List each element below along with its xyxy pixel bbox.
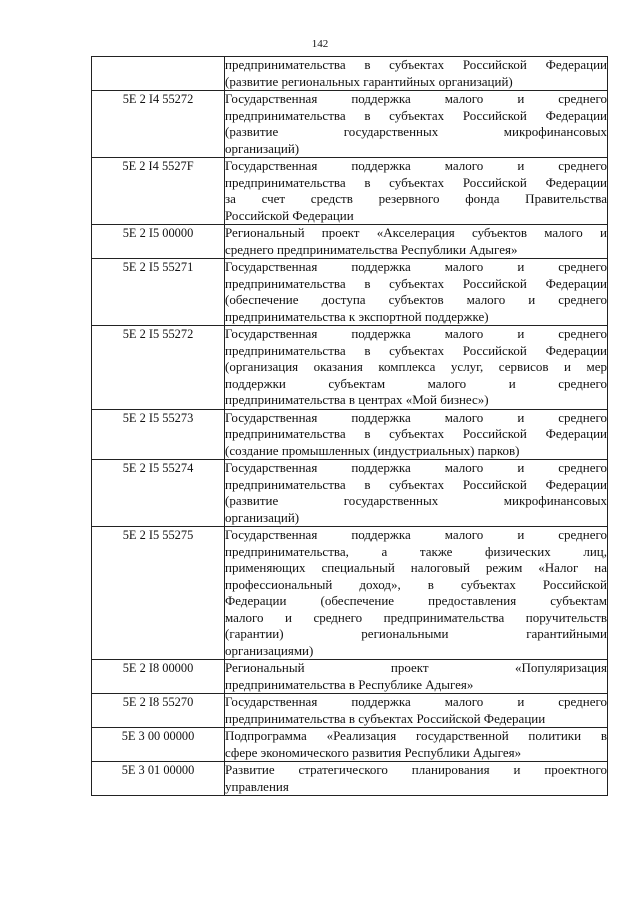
table-row	[92, 158, 608, 225]
classification-code	[92, 57, 225, 91]
expense-description	[225, 527, 608, 660]
description-line: профессиональный доход», в субъектах Российской	[225, 576, 607, 592]
classification-code: 5E 2 I5 55272	[92, 326, 225, 410]
table-row	[92, 326, 608, 410]
description-line: Государственная поддержка малого и среднего	[225, 409, 607, 425]
description-line: (создание промышленных (индустриальных) парков)	[225, 442, 520, 458]
table-row	[92, 527, 608, 660]
description-line: (гарантии) региональными гарантийными	[225, 626, 607, 641]
description-line: предпринимательства в Республике Адыгея»	[225, 676, 474, 692]
expense-description	[225, 225, 608, 259]
description-line: применяющих специальный налоговый режим «Налог на	[225, 560, 607, 575]
description-line: Развитие стратегического планирования и проектного	[225, 762, 607, 777]
description-line: Государственная поддержка малого и среднего	[225, 158, 607, 173]
table-body	[92, 57, 608, 796]
expense-description	[225, 158, 608, 225]
description-line: Российской Федерации	[225, 207, 354, 223]
budget-classification-table	[91, 56, 608, 796]
table-row	[92, 762, 608, 796]
classification-code: 5E 2 I5 55274	[92, 460, 225, 527]
expense-description	[225, 326, 608, 410]
description-line: Региональный проект «Акселерация субъектов малого и	[225, 225, 607, 240]
table-row	[92, 409, 608, 460]
description-line: (развитие государственных микрофинансовых	[225, 493, 607, 508]
description-line: среднего предпринимательства Республики Адыгея»	[225, 241, 518, 257]
description-line: предпринимательства в субъектах Российской Федерации	[225, 426, 607, 441]
table-row	[92, 460, 608, 527]
classification-code: 5E 2 I8 00000	[92, 660, 225, 694]
table-row	[92, 660, 608, 694]
classification-code: 5E 3 01 00000	[92, 762, 225, 796]
description-line: Федерации (обеспечение предоставления субъектам	[225, 593, 607, 608]
description-line: организаций)	[225, 140, 300, 156]
description-line: Государственная поддержка малого и среднего	[225, 91, 607, 106]
description-line: за счет средств резервного фонда Правительства	[225, 191, 607, 206]
description-line: сфере экономического развития Республики Адыгея»	[225, 744, 522, 760]
description-line: поддержки субъектам малого и среднего	[225, 375, 607, 391]
classification-code: 5E 2 I4 55272	[92, 91, 225, 158]
table-row	[92, 694, 608, 728]
description-line: предпринимательства в субъектах Российской Федерации	[225, 107, 607, 123]
description-line: (развитие государственных микрофинансовых	[225, 124, 607, 139]
classification-code: 5E 2 I5 55275	[92, 527, 225, 660]
page-number: 142	[311, 38, 329, 50]
classification-code: 5E 2 I8 55270	[92, 694, 225, 728]
description-line: Государственная поддержка малого и среднего	[225, 527, 607, 542]
table-row	[92, 57, 608, 91]
description-line: предпринимательства в субъектах Российской Федерации	[225, 57, 607, 72]
description-line: организациями)	[225, 642, 314, 658]
description-line: предпринимательства в субъектах Российской Федерации	[225, 174, 607, 190]
description-line: (обеспечение доступа субъектов малого и среднего	[225, 292, 607, 307]
expense-description	[225, 259, 608, 326]
description-line: Государственная поддержка малого и среднего	[225, 694, 607, 709]
description-line: управления	[225, 778, 289, 794]
description-line: организаций)	[225, 509, 300, 525]
expense-description	[225, 57, 608, 91]
description-line: (организация оказания комплекса услуг, сервисов и мер	[225, 359, 607, 374]
description-line: предпринимательства, а также физических лиц,	[225, 543, 607, 559]
description-line: (развитие региональных гарантийных организаций)	[225, 73, 513, 89]
description-line: предпринимательства в субъектах Российской Федерации	[225, 476, 607, 492]
description-line: малого и среднего предпринимательства поручительств	[225, 609, 607, 625]
description-line: предпринимательства в субъектах Российской Федерации	[225, 342, 607, 358]
description-line: предпринимательства в субъектах Российской Федерации	[225, 710, 546, 726]
description-line: Государственная поддержка малого и среднего	[225, 460, 607, 475]
table-row	[92, 728, 608, 762]
description-line: предпринимательства к экспортной поддержке)	[225, 308, 489, 324]
expense-description	[225, 728, 608, 762]
expense-description	[225, 460, 608, 527]
expense-description	[225, 660, 608, 694]
classification-code: 5E 2 I4 5527F	[92, 158, 225, 225]
description-line: Государственная поддержка малого и среднего	[225, 259, 607, 274]
description-line: Государственная поддержка малого и среднего	[225, 326, 607, 341]
description-line: предпринимательства в центрах «Мой бизнес»)	[225, 392, 489, 407]
description-line: Региональный проект «Популяризация	[225, 660, 607, 675]
classification-code: 5E 2 I5 55271	[92, 259, 225, 326]
expense-description	[225, 409, 608, 460]
classification-code: 5E 3 00 00000	[92, 728, 225, 762]
classification-code: 5E 2 I5 00000	[92, 225, 225, 259]
description-line: Подпрограмма «Реализация государственной политики в	[225, 728, 607, 743]
expense-description	[225, 762, 608, 796]
description-line: предпринимательства в субъектах Российской Федерации	[225, 275, 607, 291]
expense-description	[225, 694, 608, 728]
expense-description	[225, 91, 608, 158]
table-row	[92, 91, 608, 158]
table-row	[92, 259, 608, 326]
table-row	[92, 225, 608, 259]
classification-code: 5E 2 I5 55273	[92, 409, 225, 460]
